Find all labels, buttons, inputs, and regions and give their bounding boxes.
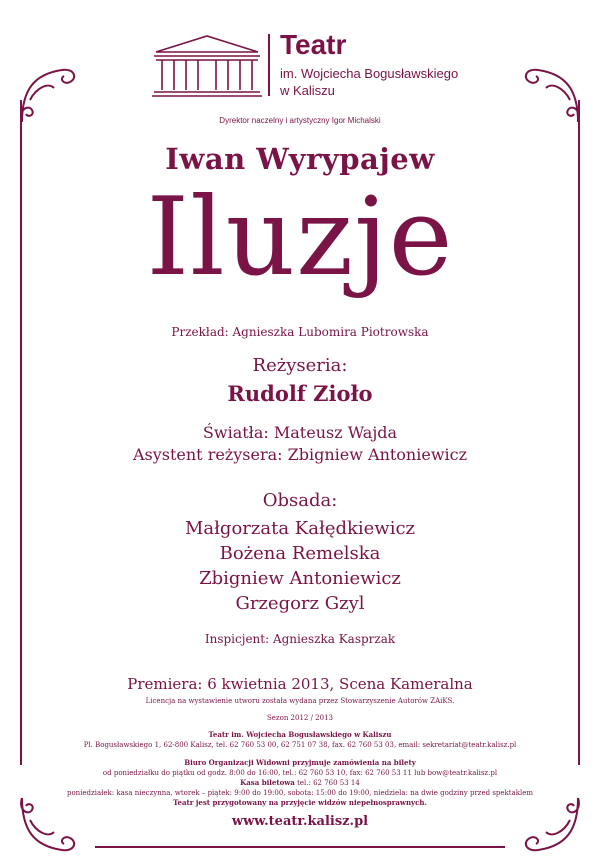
lighting-credit: Światła: Mateusz Wajda [202, 423, 398, 442]
ticket-office-title: Kasa biletowa [240, 778, 295, 787]
play-author: Iwan Wyrypajew [165, 142, 435, 176]
translation-credit: Przekład: Agnieszka Lubomira Piotrowska [171, 325, 429, 339]
contact-block [0, 730, 600, 750]
season: Sezon 2012 / 2013 [266, 714, 333, 722]
contact-address: Pl. Bogusławskiego 1, 62-800 Kalisz, tel. 62 760 53 00, 62 751 07 38, fax. 62 760 53 03, email: sekretariat@teatr.kalisz.pl [83, 741, 517, 749]
assistant-director-credit: Asystent reżysera: Zbigniew Antoniewicz [132, 445, 468, 464]
theatre-building-icon [152, 30, 262, 100]
frame-bottom-line [95, 846, 505, 848]
ticket-office-line [0, 778, 600, 788]
contact-name: Teatr im. Wojciecha Bogusławskiego w Kaliszu [208, 730, 392, 739]
theatre-name-line2: w Kaliszu [280, 83, 335, 98]
ticket-office-tel: tel.: 62 760 53 14 [297, 779, 360, 787]
website-link[interactable]: www.teatr.kalisz.pl [231, 814, 369, 829]
box-office-hours: od poniedziałku do piątku od godz. 8:00 do 16:00, tel.: 62 760 53 10, fax: 62 760 53 11 lub bow@teatr.kalisz.pl [102, 769, 498, 777]
premiere-info: Premiera: 6 kwietnia 2013, Scena Kameralna [127, 675, 473, 693]
logo-divider [268, 34, 270, 96]
stage-director-name: Rudolf Zioło [227, 381, 373, 406]
license-note: Licencja na wystawienie utworu została wydana przez Stowarzyszenie Autorów ZAiKS. [145, 697, 455, 705]
cast-member: Małgorzata Kałędkiewicz [184, 518, 416, 539]
cast-member: Zbigniew Antoniewicz [199, 568, 401, 589]
box-office-title: Biuro Organizacji Widowni przyjmuje zamówienia na bilety [184, 758, 416, 767]
play-title: Iluzje [146, 175, 454, 300]
theatre-name-line1: im. Wojciecha Bogusławskiego [280, 66, 459, 81]
prompter-credit: Inspicjent: Agnieszka Kasprzak [204, 632, 396, 646]
accessibility-note: Teatr jest przygotowany na przyjęcie widzów niepełnosprawnych. [173, 798, 427, 807]
direction-label: Reżyseria: [252, 355, 348, 376]
cast-member: Grzegorz Gzyl [235, 593, 365, 614]
box-office-block [0, 758, 600, 808]
cast-member: Bożena Remelska [219, 543, 381, 564]
cast-list [0, 516, 600, 616]
director-credit: Dyrektor naczelny i artystyczny Igor Michalski [219, 116, 381, 125]
ticket-office-hours: poniedziałek: kasa nieczynna, wtorek – piątek: 9:00 do 19:00, sobota: 15:00 do 19:00, niedziela: na dwie godziny przed spektaklem [66, 789, 534, 797]
cast-label: Obsada: [262, 490, 338, 511]
theatre-name: Teatr [280, 29, 347, 60]
